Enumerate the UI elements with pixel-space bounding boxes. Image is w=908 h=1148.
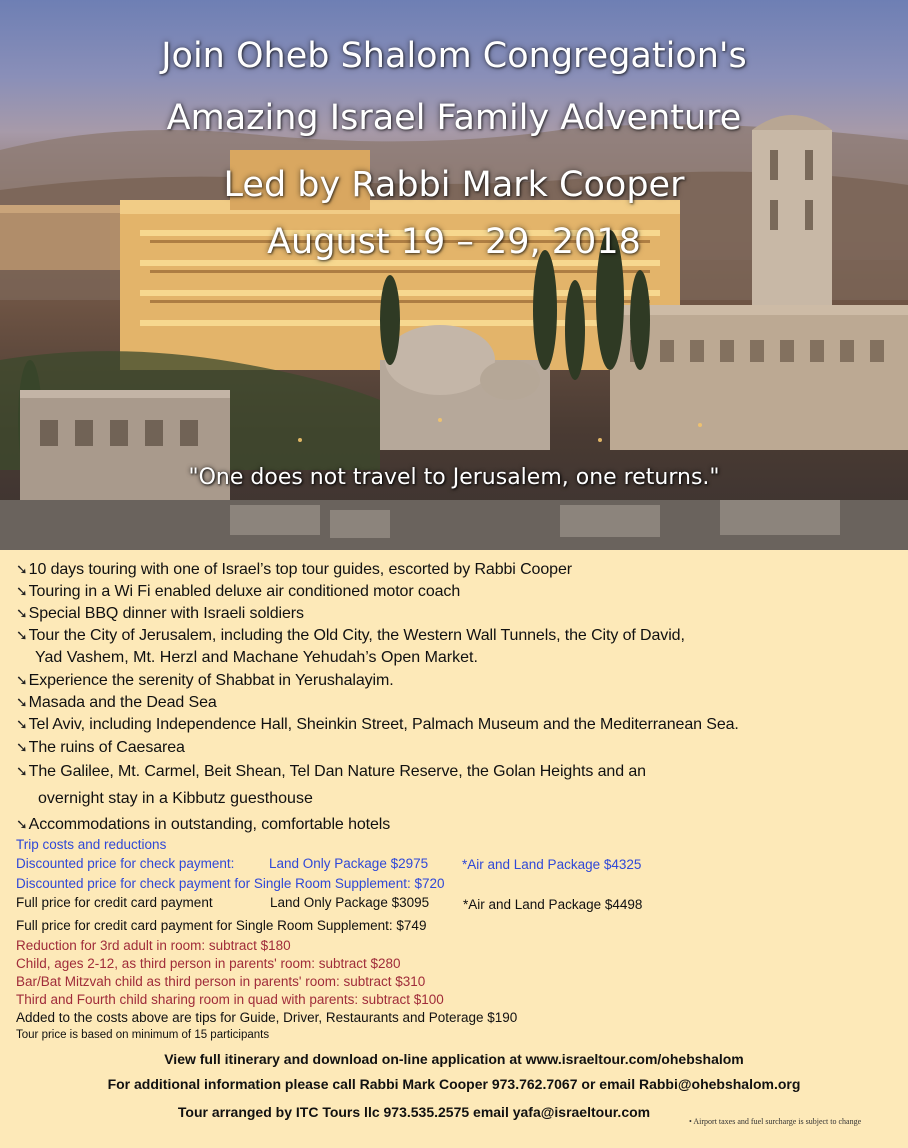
- bullet-item: ➘Touring in a Wi Fi enabled deluxe air conditioned motor coach: [16, 583, 461, 600]
- bullet-item: ➘The ruins of Caesarea: [16, 739, 185, 756]
- arrow-bullet-icon: ➘: [16, 605, 28, 621]
- card-land-price: Land Only Package $3095: [270, 895, 430, 910]
- headline-line-2: Amazing Israel Family Adventure: [166, 98, 742, 138]
- arrow-bullet-icon: ➘: [16, 739, 28, 755]
- bullet-item: ➘Masada and the Dead Sea: [16, 694, 217, 711]
- headline-line-1: Join Oheb Shalom Congregation's: [161, 36, 747, 76]
- check-single-supplement: Discounted price for check payment for Single Room Supplement: $720: [16, 876, 445, 891]
- arrow-bullet-icon: ➘: [16, 694, 28, 710]
- arrow-bullet-icon: ➘: [16, 561, 28, 577]
- minimum-participants-note: Tour price is based on minimum of 15 participants: [16, 1029, 270, 1041]
- arrow-bullet-icon: ➘: [16, 816, 28, 832]
- itinerary-link-line: View full itinerary and download on-line application at www.israeltour.com/ohebshalom: [164, 1051, 744, 1067]
- arrow-bullet-icon: ➘: [16, 627, 28, 643]
- bullet-continuation: Yad Vashem, Mt. Herzl and Machane Yehudah’s Open Market.: [35, 649, 478, 666]
- bullet-item: ➘Tour the City of Jerusalem, including the Old City, the Western Wall Tunnels, the City of David,: [16, 627, 685, 644]
- headline-dates: August 19 – 29, 2018: [267, 222, 641, 262]
- arrow-bullet-icon: ➘: [16, 716, 28, 732]
- bullet-item: ➘10 days touring with one of Israel’s top tour guides, escorted by Rabbi Cooper: [16, 561, 572, 578]
- reduction-quad: Third and Fourth child sharing room in quad with parents: subtract $100: [16, 992, 444, 1007]
- check-land-price: Land Only Package $2975: [269, 856, 429, 871]
- reduction-child: Child, ages 2-12, as third person in parents' room: subtract $280: [16, 956, 401, 971]
- hero-photo: [0, 0, 908, 550]
- airport-tax-note: • Airport taxes and fuel surcharge is subject to change: [689, 1117, 862, 1126]
- card-price-label: Full price for credit card payment: [16, 895, 213, 910]
- arrow-bullet-icon: ➘: [16, 763, 28, 779]
- reduction-bar-bat-mitzvah: Bar/Bat Mitzvah child as third person in parents' room: subtract $310: [16, 974, 426, 989]
- bullet-item: ➘Experience the serenity of Shabbat in Yerushalayim.: [16, 672, 394, 689]
- tips-note: Added to the costs above are tips for Guide, Driver, Restaurants and Poterage $190: [16, 1010, 518, 1025]
- contact-line: For additional information please call Rabbi Mark Cooper 973.762.7067 or email Rabbi@ohebshalom.org: [107, 1076, 801, 1092]
- bullet-item: ➘Accommodations in outstanding, comfortable hotels: [16, 816, 391, 833]
- headline-line-3: Led by Rabbi Mark Cooper: [223, 165, 685, 205]
- check-air-price: *Air and Land Package $4325: [462, 857, 642, 872]
- tour-arranged-line: Tour arranged by ITC Tours llc 973.535.2575 email yafa@israeltour.com: [177, 1104, 651, 1120]
- bullet-continuation: overnight stay in a Kibbutz guesthouse: [38, 790, 313, 807]
- card-air-price: *Air and Land Package $4498: [463, 897, 643, 912]
- jerusalem-quote: "One does not travel to Jerusalem, one returns.": [188, 465, 720, 490]
- arrow-bullet-icon: ➘: [16, 672, 28, 688]
- check-price-label: Discounted price for check payment:: [16, 856, 235, 871]
- card-single-supplement: Full price for credit card payment for Single Room Supplement: $749: [16, 918, 427, 933]
- reduction-third-adult: Reduction for 3rd adult in room: subtract $180: [16, 938, 291, 953]
- bullet-item: ➘Special BBQ dinner with Israeli soldiers: [16, 605, 304, 622]
- bullet-item: ➘Tel Aviv, including Independence Hall, Sheinkin Street, Palmach Museum and the Mediterranean Sea.: [16, 716, 739, 733]
- arrow-bullet-icon: ➘: [16, 583, 28, 599]
- pricing-heading: Trip costs and reductions: [16, 837, 167, 852]
- bullet-item: ➘The Galilee, Mt. Carmel, Beit Shean, Tel Dan Nature Reserve, the Golan Heights and an: [16, 763, 646, 780]
